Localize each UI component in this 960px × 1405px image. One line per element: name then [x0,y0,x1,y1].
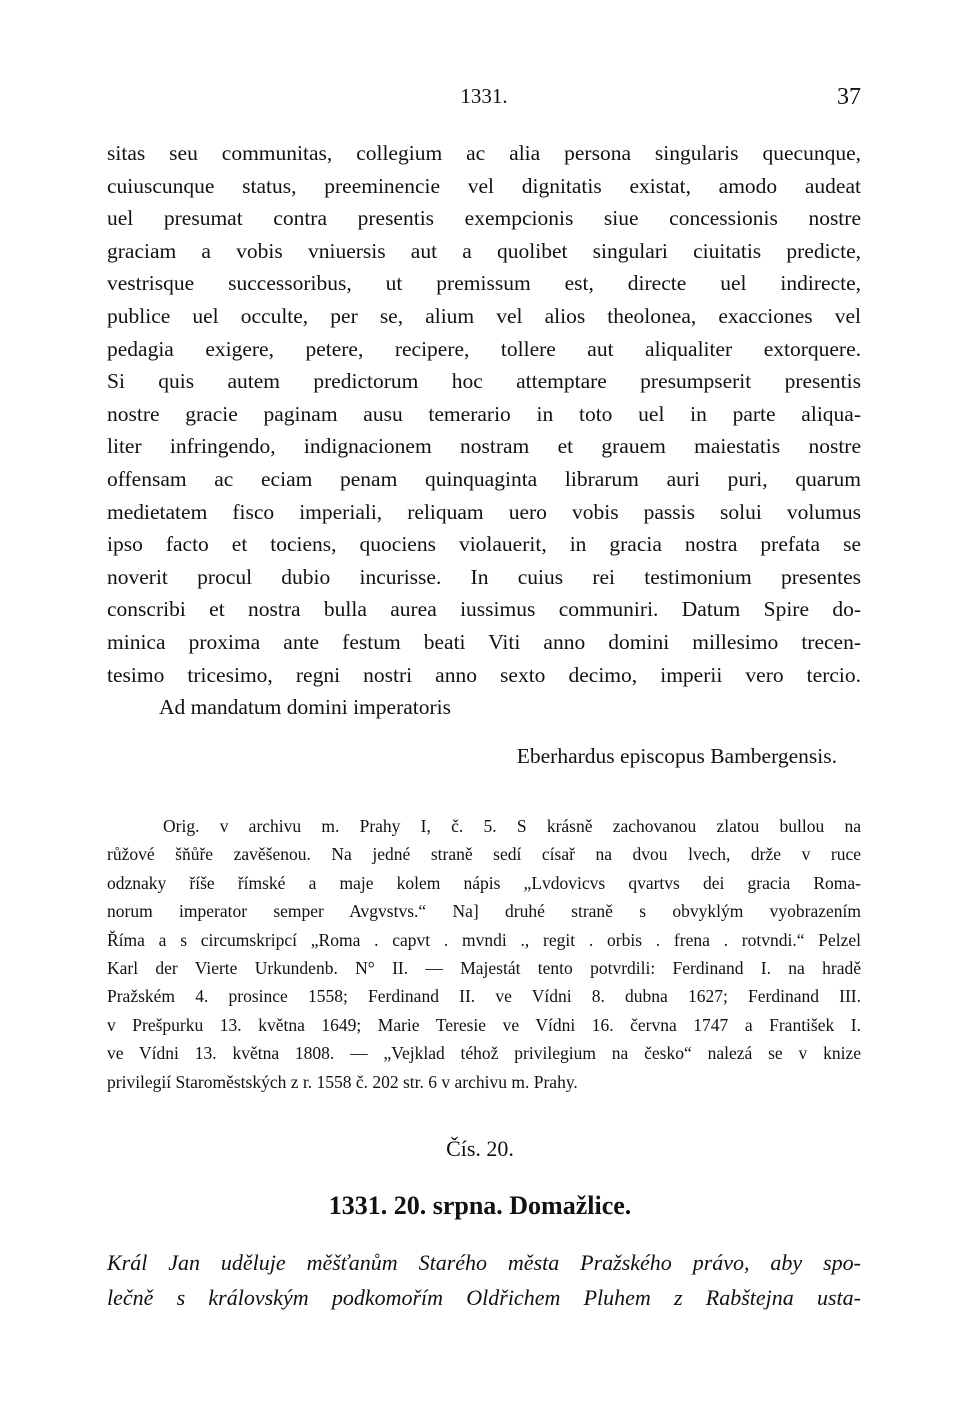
signature-line: Eberhardus episcopus Bambergensis. [516,744,837,768]
text-line: pedagia exigere, petere, recipere, tollere aut aliqualiter extorquere. [107,336,861,361]
text-line: vestrisque successoribus, ut premissum est, directe uel indirecte, [107,271,861,296]
text-line: minica proxima ante festum beati Viti anno domini millesimo trecen- [107,629,861,654]
text-line: conscribi et nostra bulla aurea iussimus communiri. Datum Spire do- [107,597,861,622]
text-line: Si quis autem predictorum hoc attemptare presumpserit presentis [107,369,861,394]
charter-text [107,137,861,724]
document-number: Čís. 20. [446,1136,514,1161]
note-line: Orig. v archivu m. Prahy I, č. 5. S krásně zachovanou zlatou bullou na [163,816,861,836]
mandate-line: Ad mandatum domini imperatoris [159,695,451,720]
page-header [107,84,861,116]
note-line: odznaky říše římské a maje kolem nápis „Lvdovicvs qvartvs dei gracia Roma- [107,872,861,893]
page-number: 37 [837,84,861,110]
summary-line: Král Jan uděluje měšťanům Starého města Pražského právo, aby spo- [107,1250,861,1275]
text-line: sitas seu communitas, collegium ac alia persona singularis quecunque, [107,141,861,165]
document-heading: 1331. 20. srpna. Domažlice. [328,1191,632,1220]
note-line: privilegií Staroměstských z r. 1558 č. 202 str. 6 v archivu m. Prahy. [107,1071,578,1092]
text-line: publice uel occulte, per se, alium vel alios theolonea, exacciones vel [107,303,861,328]
text-line: noverit procul dubio incurisse. In cuius rei testimonium presentes [107,564,861,589]
summary-line: lečně s královským podkomořím Oldřichem Pluhem z Rabštejna usta- [107,1285,861,1310]
text-line: liter infringendo, indignacionem nostram et grauem maiestatis nostre [107,434,861,459]
text-line: tesimo tricesimo, regni nostri anno sexto decimo, imperii vero tercio. [107,662,861,687]
note-line: ve Vídni 13. května 1808. — „Vejklad téhož privilegium na česko“ nalezá se v knize [107,1043,861,1064]
note-line: Říma a s circumskripcí „Roma . capvt . mvndi ., regit . orbis . frena . rotvndi.“ Pelzel [107,929,861,950]
document-summary [107,1245,861,1315]
note-line: Pražském 4. prosince 1558; Ferdinand II. ve Vídni 8. dubna 1627; Ferdinand III. [107,986,861,1007]
editorial-notes [107,812,861,1096]
note-line: Karl der Vierte Urkundenb. N° II. — Majestát tento potvrdili: Ferdinand I. na hradě [107,957,861,978]
note-line: norum imperator semper Avgvstvs.“ Na] druhé straně s obvyklým vyobrazením [107,901,861,922]
note-line: v Prešpurku 13. května 1649; Marie Teresie ve Vídni 16. června 1747 a František I. [107,1014,861,1035]
text-line: nostre gracie paginam ausu temerario in toto uel in parte aliqua- [107,401,861,426]
note-line: růžové šňůře zavěšenou. Na jedné straně sedí císař na dvou lvech, drže v ruce [107,844,861,865]
header-year: 1331. [460,84,508,108]
text-line: uel presumat contra presentis exempcionis siue concessionis nostre [107,206,861,231]
text-line: ipso facto et tociens, quociens violauerit, in gracia nostra prefata se [107,532,861,557]
text-line: offensam ac eciam penam quinquaginta librarum auri puri, quarum [107,466,861,491]
text-line: graciam a vobis vniuersis aut a quolibet singulari ciuitatis predicte, [107,238,861,263]
text-line: medietatem fisco imperiali, reliquam uero vobis passis solui volumus [107,499,861,524]
text-line: cuiuscunque status, preeminencie vel dignitatis existat, amodo audeat [107,173,861,198]
